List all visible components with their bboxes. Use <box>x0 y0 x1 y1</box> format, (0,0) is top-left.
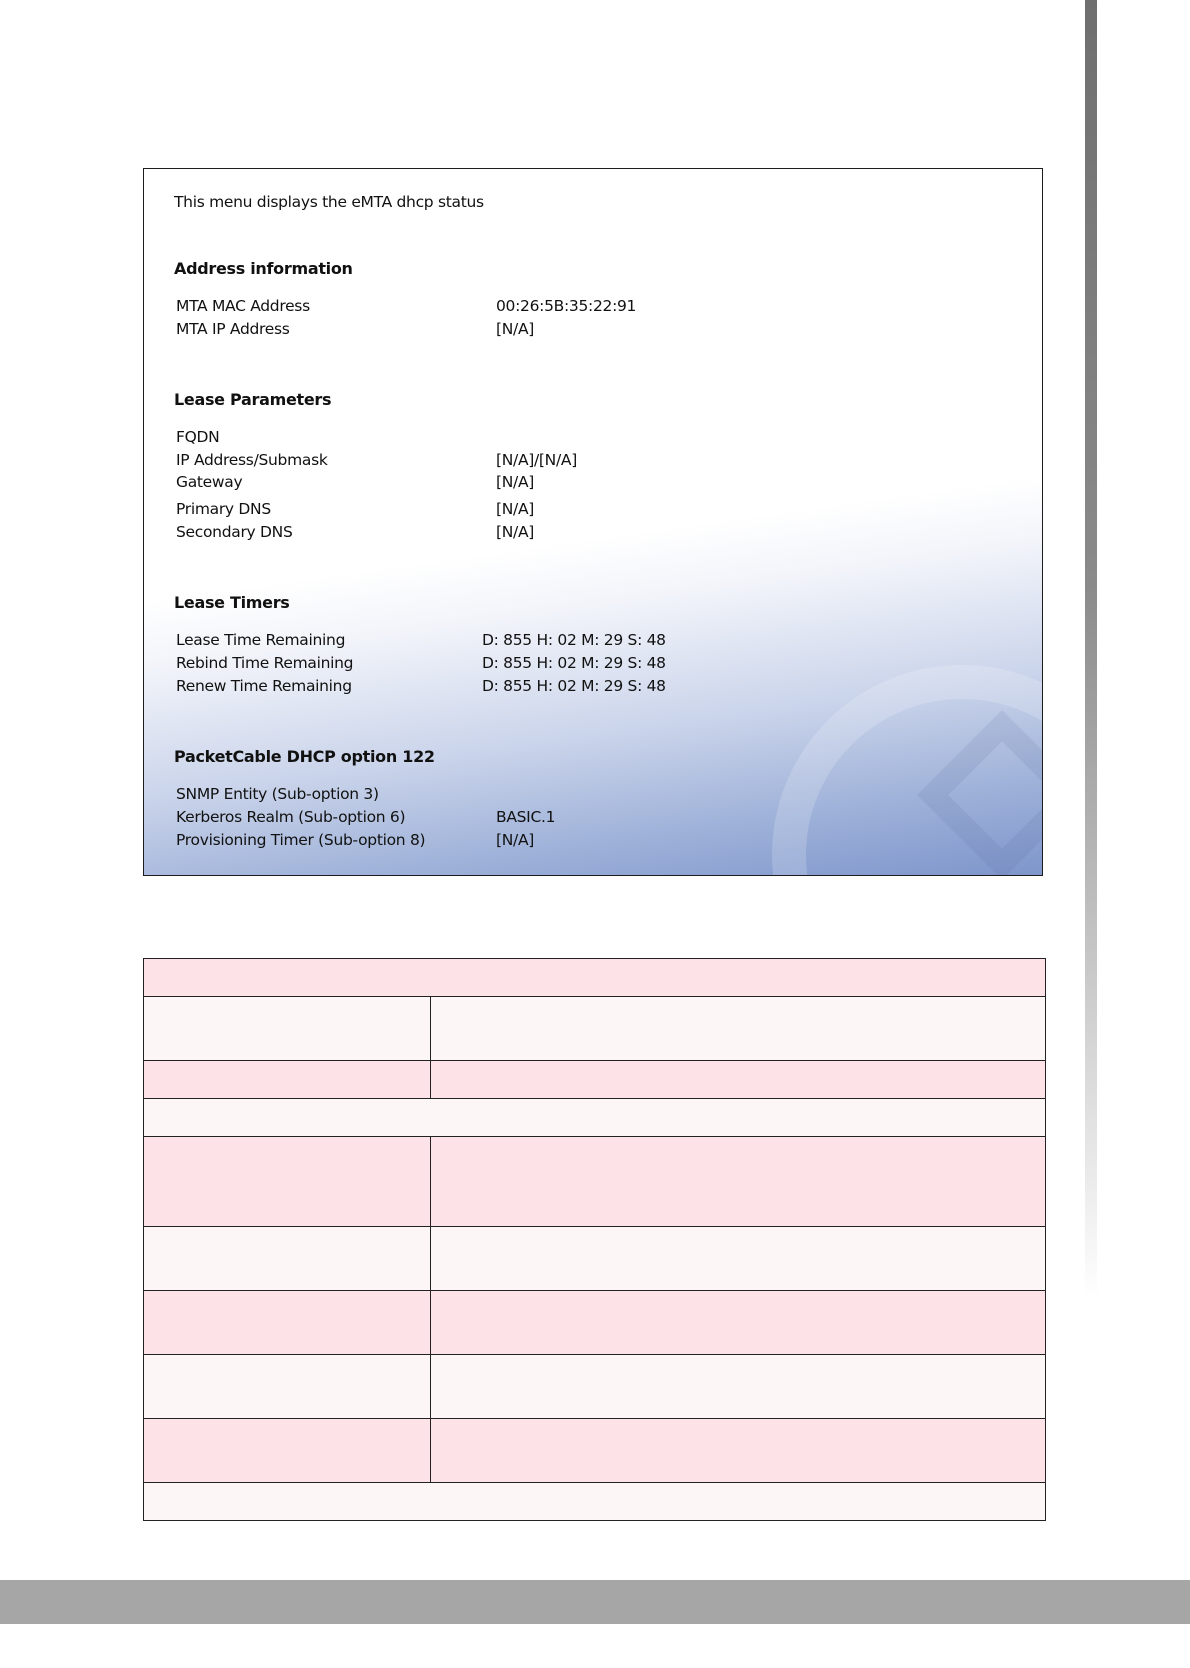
row-label-lease-time-remaining: Lease Time Remaining <box>176 631 346 649</box>
row-label-fqdn: FQDN <box>176 428 220 446</box>
table-row <box>144 1419 1046 1483</box>
table-row <box>144 1355 1046 1419</box>
row-value-mta-mac-address: 00:26:5B:35:22:91 <box>496 297 637 315</box>
table-cell <box>431 1137 1046 1227</box>
table-cell <box>431 1061 1046 1099</box>
row-value-rebind-time-remaining: D: 855 H: 02 M: 29 S: 48 <box>482 654 666 672</box>
page-footer-bar <box>0 1580 1190 1624</box>
row-value-mta-ip-address: [N/A] <box>496 320 535 338</box>
row-value-secondary-dns: [N/A] <box>496 523 535 541</box>
row-label-primary-dns: Primary DNS <box>176 500 271 518</box>
table-cell <box>144 959 1046 997</box>
row-value-renew-time-remaining: D: 855 H: 02 M: 29 S: 48 <box>482 677 666 695</box>
table-cell <box>144 1227 431 1291</box>
row-value-lease-time-remaining: D: 855 H: 02 M: 29 S: 48 <box>482 631 666 649</box>
row-label-secondary-dns: Secondary DNS <box>176 523 293 541</box>
row-label-gateway: Gateway <box>176 473 243 491</box>
section-heading-address-information: Address information <box>174 259 353 278</box>
row-value-primary-dns: [N/A] <box>496 500 535 518</box>
table-cell <box>144 1061 431 1099</box>
row-label-provisioning-timer: Provisioning Timer (Sub-option 8) <box>176 831 426 849</box>
table-cell <box>431 1291 1046 1355</box>
page-side-bar <box>1085 0 1097 1300</box>
table-row <box>144 1137 1046 1227</box>
table-cell <box>431 1419 1046 1483</box>
row-label-ip-address-submask: IP Address/Submask <box>176 451 328 469</box>
row-label-rebind-time-remaining: Rebind Time Remaining <box>176 654 354 672</box>
table-row <box>144 959 1046 997</box>
table-cell <box>144 1355 431 1419</box>
table-cell <box>431 1355 1046 1419</box>
table-cell <box>431 1227 1046 1291</box>
row-label-snmp-entity: SNMP Entity (Sub-option 3) <box>176 785 379 803</box>
section-heading-packetcable-dhcp-option-122: PacketCable DHCP option 122 <box>174 747 435 766</box>
table-cell <box>431 997 1046 1061</box>
emta-dhcp-status-panel <box>143 168 1043 876</box>
section-heading-lease-timers: Lease Timers <box>174 593 290 612</box>
table-row <box>144 1483 1046 1521</box>
row-label-kerberos-realm: Kerberos Realm (Sub-option 6) <box>176 808 406 826</box>
table-row <box>144 997 1046 1061</box>
table-cell <box>144 1291 431 1355</box>
table-row <box>144 1099 1046 1137</box>
table-row <box>144 1061 1046 1099</box>
row-label-mta-mac-address: MTA MAC Address <box>176 297 310 315</box>
table-cell <box>144 1483 1046 1521</box>
row-value-provisioning-timer: [N/A] <box>496 831 535 849</box>
section-heading-lease-parameters: Lease Parameters <box>174 390 332 409</box>
row-value-kerberos-realm: BASIC.1 <box>496 808 556 826</box>
table-row <box>144 1291 1046 1355</box>
table-cell <box>144 1099 1046 1137</box>
row-label-renew-time-remaining: Renew Time Remaining <box>176 677 352 695</box>
description-table <box>143 958 1046 1521</box>
table-row <box>144 1227 1046 1291</box>
table-cell <box>144 997 431 1061</box>
row-value-ip-address-submask: [N/A]/[N/A] <box>496 451 577 469</box>
table-cell <box>144 1419 431 1483</box>
row-value-gateway: [N/A] <box>496 473 535 491</box>
panel-intro-text: This menu displays the eMTA dhcp status <box>174 193 484 211</box>
row-label-mta-ip-address: MTA IP Address <box>176 320 290 338</box>
table-cell <box>144 1137 431 1227</box>
